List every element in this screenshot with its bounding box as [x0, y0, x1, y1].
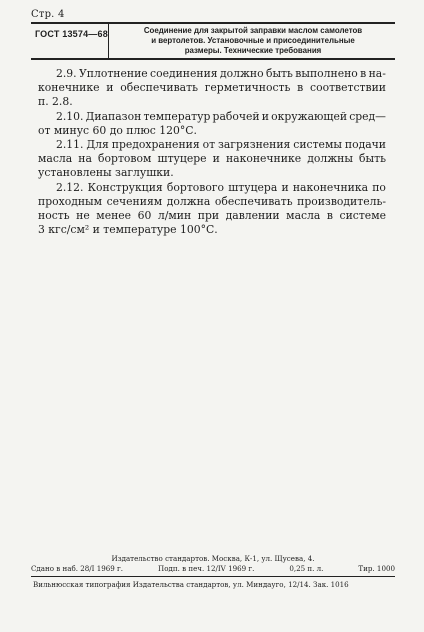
word: Диапазон [85, 109, 142, 123]
paragraph-2-12 [38, 181, 386, 238]
print-detail: Тир. 1000 [358, 563, 395, 573]
word: бортовом [98, 152, 152, 166]
word: на [78, 152, 92, 166]
word: предохранения [111, 138, 200, 152]
word: наконечнике [225, 152, 302, 166]
word: штуцера [228, 180, 278, 194]
word: системы [293, 138, 342, 152]
word: рабочей [212, 109, 260, 123]
print-details [31, 564, 395, 578]
word: и [106, 81, 114, 95]
printer-line: Вильнюсская типография Издательства стандартов, ул. Миндауго, 12/14. Зак. 1016 [33, 580, 349, 589]
word: Уплотнение [78, 67, 148, 80]
word: 2.10. [56, 109, 84, 123]
word: обеспечивать [214, 194, 293, 208]
word: 60 [137, 209, 152, 223]
imprint-footer [31, 554, 395, 590]
word: проходным [38, 194, 103, 208]
word: 2.9. [56, 67, 77, 80]
word: соединения [150, 67, 218, 80]
word: ность [38, 209, 70, 223]
word: конечнике [38, 81, 100, 95]
standard-number: ГОСТ 13574—68 [31, 24, 109, 58]
word: не [76, 209, 90, 223]
text-line [38, 138, 386, 152]
text-line [38, 152, 386, 166]
word: Для [86, 138, 109, 152]
text-line: установлены заглушки. [38, 166, 174, 180]
word: быть [265, 67, 293, 80]
text-line: 3 кгс/см² и температуре 100°С. [38, 223, 218, 237]
word: давлении [225, 209, 280, 223]
text-line [38, 67, 386, 81]
word: при [197, 209, 220, 223]
standard-title-line: Соединение для закрытой заправки маслом самолетов [143, 26, 363, 35]
standard-title [109, 24, 395, 58]
word: в [326, 209, 333, 223]
word: масла [286, 209, 321, 223]
word: температур [143, 109, 211, 123]
word: подачи [344, 138, 386, 152]
word: менее [96, 209, 132, 223]
word: системе [339, 209, 386, 223]
word: л/мин [157, 209, 192, 223]
word: должно [219, 67, 264, 80]
word: производитель- [297, 194, 386, 208]
print-detail: Сдано в наб. 28/I 1969 г. [31, 563, 124, 573]
word: загрязнения [217, 138, 291, 152]
text-line [38, 181, 386, 195]
word: быть [359, 152, 386, 166]
text-line [38, 195, 386, 209]
word: герметичность [204, 81, 291, 95]
word: соответствии [310, 81, 386, 95]
word: 2.12. [56, 180, 84, 194]
text-line [38, 110, 386, 124]
standard-title-line: и вертолетов. Установочные и присоединительные [151, 36, 355, 45]
word: по [372, 180, 386, 194]
text-line [38, 81, 386, 95]
word: должны [307, 152, 353, 166]
paragraph-2-11 [38, 138, 386, 181]
word: в [360, 67, 367, 80]
paragraph-2-9 [38, 67, 386, 110]
publisher-line: Издательство стандартов. Москва, К-1, ул. Щусева, 4. [111, 554, 315, 563]
word: наконечника [292, 180, 369, 194]
word: штуцере [157, 152, 207, 166]
word: и [261, 109, 269, 123]
document-header [31, 22, 395, 60]
word: Конструкция [87, 180, 163, 194]
print-detail: 0,25 п. л. [289, 563, 324, 573]
paragraph-2-10 [38, 110, 386, 138]
word: обеспечивать [120, 81, 198, 95]
word: сред— [349, 109, 386, 123]
word: окружающей [271, 109, 348, 123]
word: сечениям [106, 194, 163, 208]
text-line: п. 2.8. [38, 95, 73, 109]
word: и [281, 180, 289, 194]
word: в [297, 81, 304, 95]
page-number: Стр. 4 [31, 9, 65, 20]
word: 2.11. [56, 138, 84, 152]
body-text [38, 67, 386, 237]
word: и [212, 152, 220, 166]
standard-title-line: размеры. Технические требования [184, 46, 322, 55]
word: на- [368, 67, 386, 80]
word: выполнено [295, 67, 358, 80]
text-line: от минус 60 до плюс 120°С. [38, 123, 197, 137]
text-line [38, 209, 386, 223]
print-detail: Подп. в печ. 12/IV 1969 г. [158, 563, 255, 573]
word: от [202, 138, 216, 152]
word: масла [38, 152, 73, 166]
word: бортового [166, 180, 225, 194]
word: должна [166, 194, 211, 208]
